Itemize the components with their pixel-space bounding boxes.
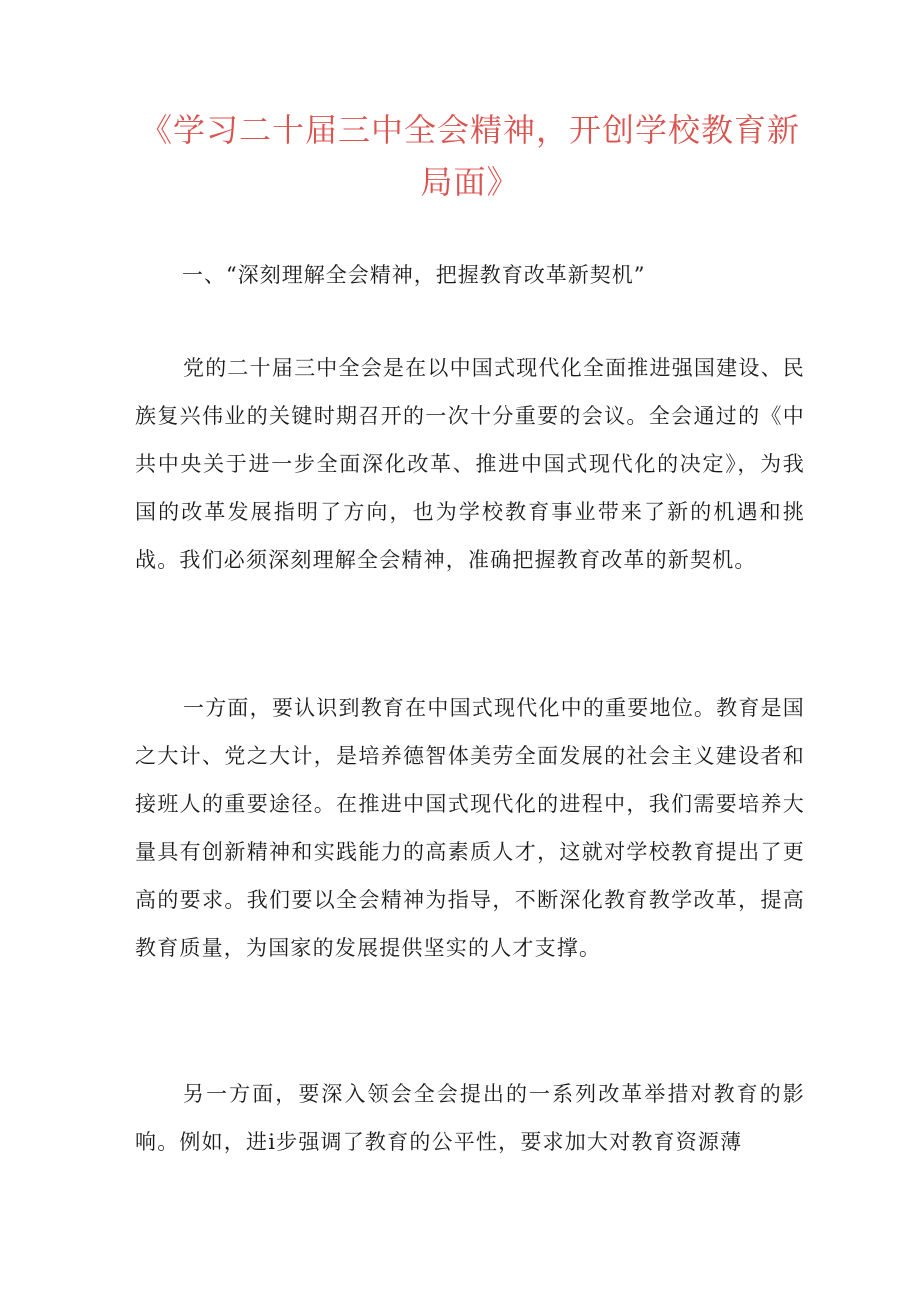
document-title: 《学习二十届三中全会精神，开创学校教育新局面》 bbox=[139, 111, 800, 201]
section-heading: 一、“深刻理解全会精神，把握教育改革新契机” bbox=[182, 263, 646, 287]
paragraph-2: 一方面，要认识到教育在中国式现代化中的重要地位。教育是国之大计、党之大计，是培养德智体美劳全面发展的社会主义建设者和接班人的重要途径。在推进中国式现代化的进程中，我们需要培养大量具有创新精神和实践能力的高素质人才，这就对学校教育提出了更高的要求。我们要以全会精神为指导，不断深化教育教学改革，提高教育质量，为国家的发展提供坚实的人才支撑。 bbox=[135, 696, 805, 960]
paragraph-3: 另一方面，要深入领会全会提出的一系列改革举措对教育的影响。例如，进i步强调了教育的公平性，要求加大对教育资源薄 bbox=[135, 1082, 805, 1154]
paragraph-1: 党的二十届三中全会是在以中国式现代化全面推进强国建设、民族复兴伟业的关键时期召开的一次十分重要的会议。全会通过的《中共中央关于进一步全面深化改革、推进中国式现代化的决定》，为我国的改革发展指明了方向，也为学校教育事业带来了新的机遇和挑战。我们必须深刻理解全会精神，准确把握教育改革的新契机。 bbox=[135, 356, 805, 572]
